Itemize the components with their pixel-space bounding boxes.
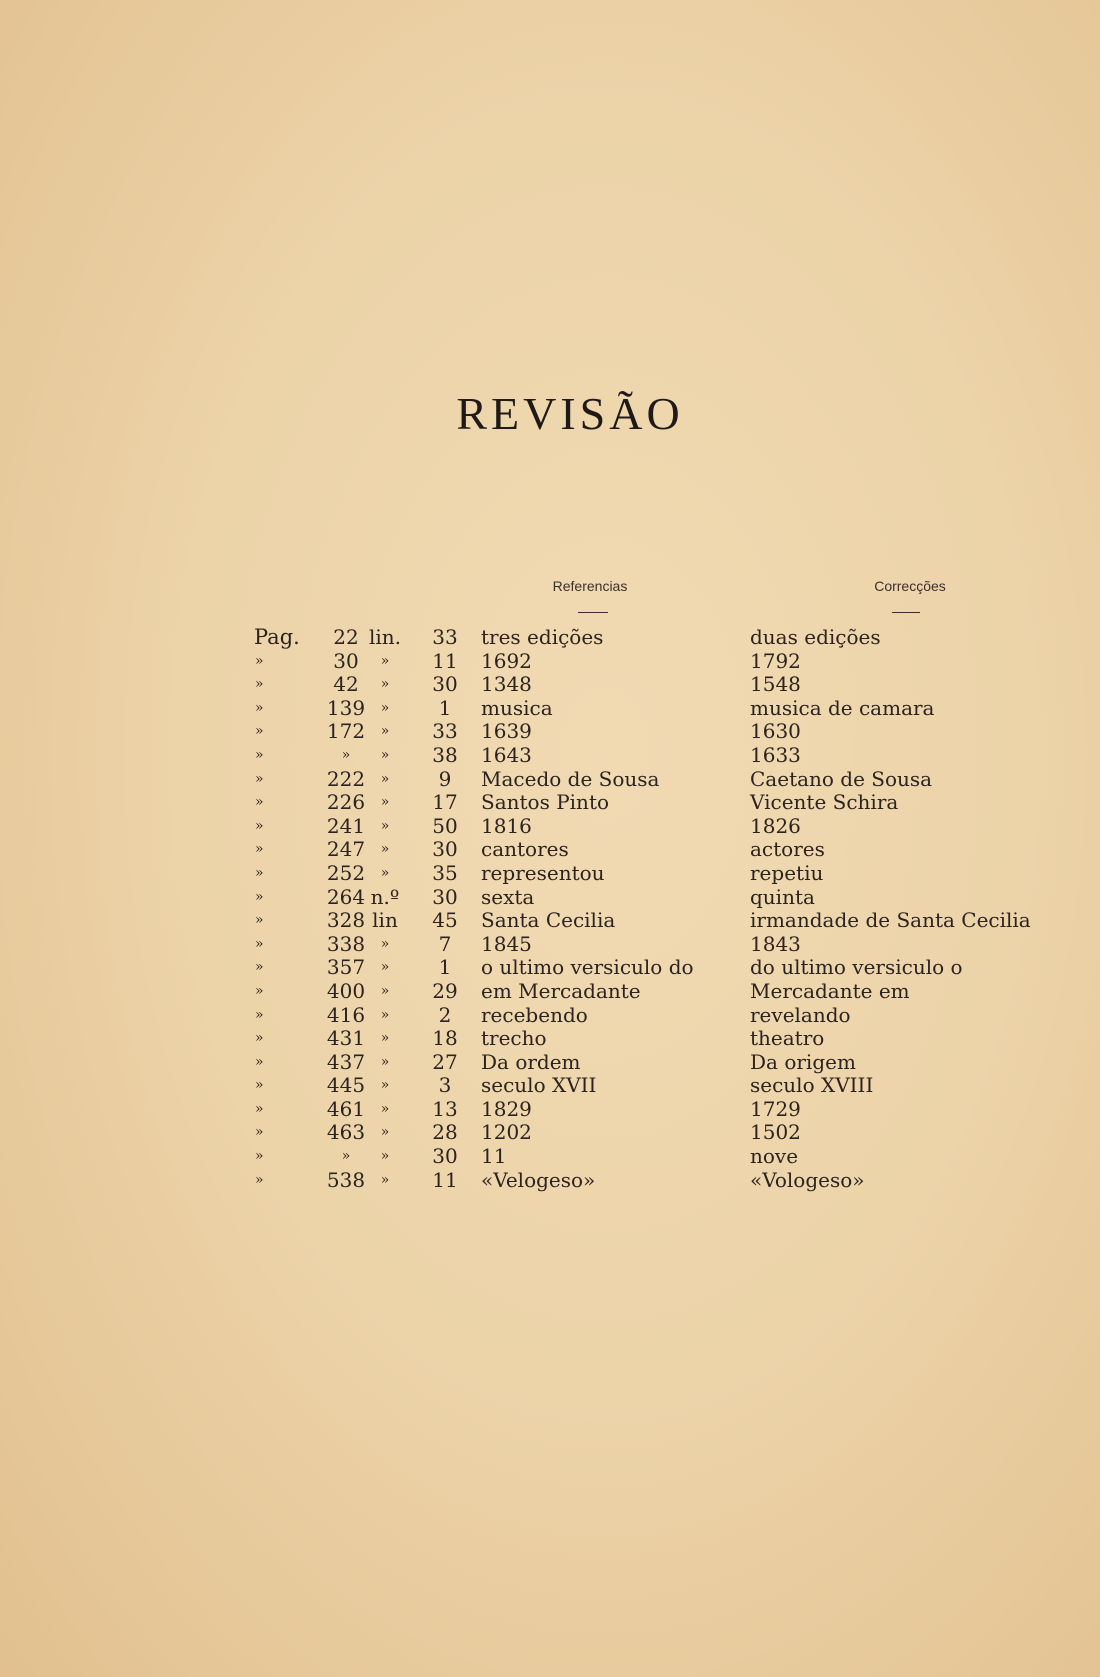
line-number: 13 xyxy=(432,1096,458,1121)
page-label: » xyxy=(255,746,264,763)
correction-text: nove xyxy=(750,1144,799,1169)
page-number: 247 xyxy=(326,837,366,862)
line-number: 17 xyxy=(432,790,458,815)
line-number: 30 xyxy=(432,1144,458,1169)
correction-text: Da origem xyxy=(750,1049,856,1074)
errata-table xyxy=(255,626,1075,1192)
page-number: 338 xyxy=(326,931,366,956)
errata-row xyxy=(255,1051,1075,1075)
page-label: » xyxy=(255,959,264,976)
errata-row xyxy=(255,1027,1075,1051)
correction-text: 1502 xyxy=(750,1120,801,1145)
errata-row xyxy=(255,1004,1075,1028)
line-number: 30 xyxy=(432,672,458,697)
page-number: 264 xyxy=(326,884,366,909)
errata-row xyxy=(255,673,1075,697)
correction-text: revelando xyxy=(750,1002,851,1027)
reference-text: 1639 xyxy=(481,719,532,744)
page-number: » xyxy=(341,1148,351,1165)
line-number: 1 xyxy=(438,955,452,980)
page-number: 416 xyxy=(326,1002,366,1027)
reference-text: musica xyxy=(481,695,553,720)
correction-text: 1826 xyxy=(750,813,801,838)
reference-text: tres edições xyxy=(481,625,604,649)
reference-text: representou xyxy=(481,860,605,885)
correction-text: Vicente Schira xyxy=(750,790,899,815)
line-number: 1 xyxy=(438,695,452,720)
page-label: » xyxy=(255,652,264,669)
line-label: » xyxy=(380,699,390,716)
correction-text: do ultimo versiculo o xyxy=(750,955,963,980)
line-number: 30 xyxy=(432,837,458,862)
reference-text: 1829 xyxy=(481,1096,532,1121)
line-label: » xyxy=(380,794,390,811)
line-number: 33 xyxy=(432,719,458,744)
page-number: 139 xyxy=(326,695,366,720)
corrections-header-rule xyxy=(892,612,920,613)
page-label: » xyxy=(255,982,264,999)
page-title: REVISÃO xyxy=(456,388,684,439)
correction-text: musica de camara xyxy=(750,695,935,720)
page-number: 30 xyxy=(333,648,359,673)
line-label: » xyxy=(380,676,390,693)
page-label: » xyxy=(255,770,264,787)
line-number: 38 xyxy=(432,742,458,767)
line-label: lin xyxy=(372,908,398,933)
page-label: » xyxy=(255,1124,264,1141)
line-label: » xyxy=(380,1006,390,1023)
page-number: 538 xyxy=(326,1167,366,1192)
page-label: » xyxy=(255,912,264,929)
correction-text: actores xyxy=(750,837,825,862)
reference-text: trecho xyxy=(481,1026,547,1051)
errata-row xyxy=(255,744,1075,768)
line-number: 35 xyxy=(432,860,458,885)
page-label: » xyxy=(255,723,264,740)
line-number: 30 xyxy=(432,884,458,909)
page-label: » xyxy=(255,864,264,881)
page-number: 437 xyxy=(326,1049,366,1074)
page-label: » xyxy=(255,841,264,858)
reference-text: Da ordem xyxy=(481,1049,581,1074)
correction-text: theatro xyxy=(750,1026,825,1051)
line-number: 28 xyxy=(432,1120,458,1145)
line-number: 18 xyxy=(432,1026,458,1051)
correction-text: duas edições xyxy=(750,625,881,649)
correction-text: «Vologeso» xyxy=(750,1167,865,1192)
line-label: » xyxy=(380,770,390,787)
reference-text: 1845 xyxy=(481,931,532,956)
line-number: 33 xyxy=(432,625,458,649)
correction-text: Mercadante em xyxy=(750,978,910,1003)
page-number: 42 xyxy=(333,672,359,697)
errata-row xyxy=(255,1098,1075,1122)
line-label: » xyxy=(380,1053,390,1070)
line-label: » xyxy=(380,746,390,763)
reference-text: 1816 xyxy=(481,813,532,838)
reference-text: Macedo de Sousa xyxy=(481,766,660,791)
page-label: » xyxy=(255,1053,264,1070)
page-number: 445 xyxy=(326,1073,366,1098)
reference-text: Santos Pinto xyxy=(481,790,610,815)
reference-text: 1643 xyxy=(481,742,532,767)
line-number: 27 xyxy=(432,1049,458,1074)
correction-text: 1843 xyxy=(750,931,801,956)
reference-text: seculo XVII xyxy=(481,1073,597,1098)
page-label: » xyxy=(255,817,264,834)
reference-text: 1692 xyxy=(481,648,532,673)
page-number: 463 xyxy=(326,1120,366,1145)
line-label: » xyxy=(380,652,390,669)
correction-text: seculo XVIII xyxy=(750,1073,874,1098)
reference-text: o ultimo versiculo do xyxy=(481,955,694,980)
reference-text: recebendo xyxy=(481,1002,588,1027)
corrections-header: Correcções xyxy=(874,578,946,594)
page-number: 252 xyxy=(326,860,366,885)
page-label: » xyxy=(255,1077,264,1094)
line-label: » xyxy=(380,1100,390,1117)
correction-text: 1548 xyxy=(750,672,801,697)
page-number: 222 xyxy=(326,766,366,791)
page-label: » xyxy=(255,888,264,905)
line-label: » xyxy=(380,959,390,976)
page-label: » xyxy=(255,699,264,716)
line-number: 3 xyxy=(438,1073,452,1098)
line-label: » xyxy=(380,1171,390,1188)
references-header-rule xyxy=(578,612,608,613)
errata-row xyxy=(255,720,1075,744)
page-label: » xyxy=(255,1148,264,1165)
line-label: » xyxy=(380,1030,390,1047)
errata-row xyxy=(255,1121,1075,1145)
reference-text: Santa Cecilia xyxy=(481,908,616,933)
line-label: » xyxy=(380,864,390,881)
page-label: » xyxy=(255,1006,264,1023)
errata-row xyxy=(255,1074,1075,1098)
line-number: 45 xyxy=(432,908,458,933)
page-number: 461 xyxy=(326,1096,366,1121)
errata-row xyxy=(255,862,1075,886)
page-number: 226 xyxy=(326,790,366,815)
errata-row xyxy=(255,980,1075,1004)
errata-row xyxy=(255,791,1075,815)
page-number: 400 xyxy=(326,978,366,1003)
line-number: 11 xyxy=(432,1167,458,1192)
correction-text: 1633 xyxy=(750,742,801,767)
reference-text: sexta xyxy=(481,884,535,909)
line-number: 2 xyxy=(438,1002,452,1027)
page-label: » xyxy=(255,1030,264,1047)
line-label: » xyxy=(380,723,390,740)
reference-text: em Mercadante xyxy=(481,978,641,1003)
line-label: » xyxy=(380,817,390,834)
errata-row xyxy=(255,886,1075,910)
errata-row xyxy=(255,697,1075,721)
reference-text: «Velogeso» xyxy=(481,1167,596,1192)
correction-text: 1729 xyxy=(750,1096,801,1121)
page-number: 22 xyxy=(333,625,359,649)
page-label: » xyxy=(255,935,264,952)
line-label: » xyxy=(380,1124,390,1141)
page-label: » xyxy=(255,1100,264,1117)
errata-row xyxy=(255,815,1075,839)
correction-text: irmandade de Santa Cecilia xyxy=(750,908,1031,933)
line-label: lin. xyxy=(368,625,402,649)
page-label: Pag. xyxy=(254,625,300,649)
errata-row xyxy=(255,626,1075,650)
reference-text: 11 xyxy=(481,1144,507,1169)
errata-row xyxy=(255,909,1075,933)
line-number: 50 xyxy=(432,813,458,838)
page-label: » xyxy=(255,1171,264,1188)
page-label: » xyxy=(255,794,264,811)
errata-row xyxy=(255,650,1075,674)
page-label: » xyxy=(255,676,264,693)
line-number: 9 xyxy=(438,766,452,791)
correction-text: quinta xyxy=(750,884,815,909)
errata-row xyxy=(255,956,1075,980)
errata-row xyxy=(255,1145,1075,1169)
reference-text: 1348 xyxy=(481,672,532,697)
correction-text: 1792 xyxy=(750,648,801,673)
page-number: 357 xyxy=(326,955,366,980)
line-label: » xyxy=(380,841,390,858)
reference-text: cantores xyxy=(481,837,569,862)
reference-text: 1202 xyxy=(481,1120,532,1145)
errata-row xyxy=(255,1169,1075,1193)
line-label: » xyxy=(380,1077,390,1094)
errata-row xyxy=(255,838,1075,862)
line-label: » xyxy=(380,935,390,952)
line-label: » xyxy=(380,982,390,999)
correction-text: Caetano de Sousa xyxy=(750,766,933,791)
line-number: 7 xyxy=(438,931,452,956)
line-label: » xyxy=(380,1148,390,1165)
errata-row xyxy=(255,933,1075,957)
correction-text: 1630 xyxy=(750,719,801,744)
page-number: » xyxy=(341,746,351,763)
page-number: 172 xyxy=(326,719,366,744)
page-number: 328 xyxy=(326,908,366,933)
page-number: 241 xyxy=(326,813,366,838)
errata-row xyxy=(255,768,1075,792)
correction-text: repetiu xyxy=(750,860,824,885)
references-header: Referencias xyxy=(552,578,628,594)
line-number: 29 xyxy=(432,978,458,1003)
line-label: n.º xyxy=(370,884,400,909)
page-number: 431 xyxy=(326,1026,366,1051)
line-number: 11 xyxy=(432,648,458,673)
